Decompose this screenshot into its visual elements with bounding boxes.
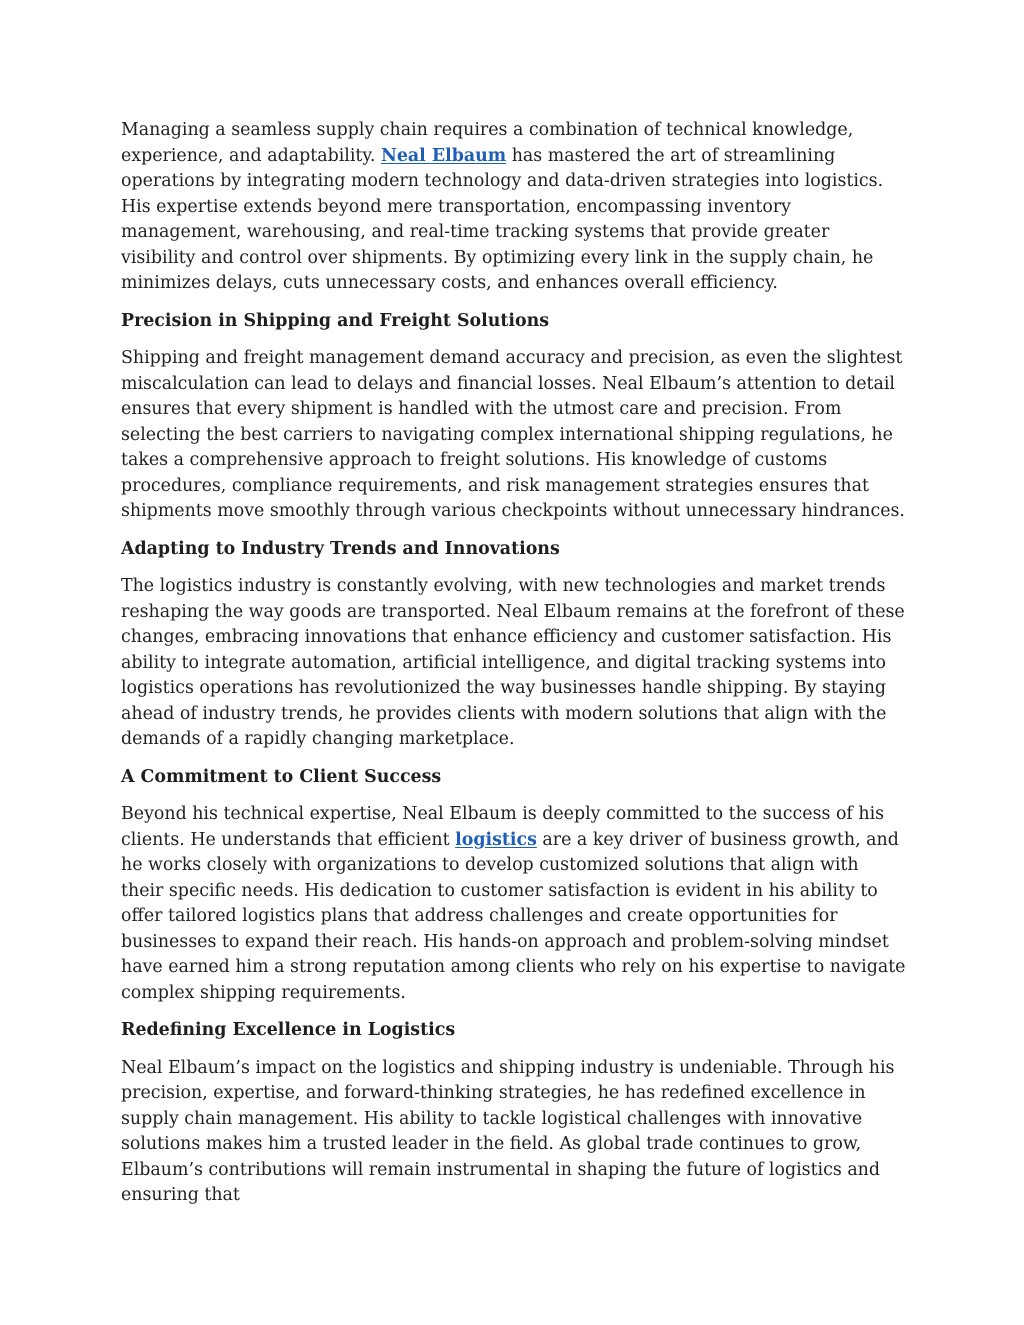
trends-section-paragraph: The logistics industry is constantly evolving, with new technologies and market trends reshaping the way goods are transported. Neal Elbaum remains at the forefront of these changes, embracing innovations that enhance efficiency and customer satisfaction. His ability to integrate automation, artificial intelligence, and digital tracking systems into logistics operations has revolutionized the way businesses handle shipping. By staying ahead of industry trends, he provides clients with modern solutions that align with the demands of a rapidly changing marketplace. (121, 576, 905, 749)
client-text-before-link: Beyond his technical expertise, Neal Elbaum is deeply committed to the success of his clients. He understands that efficient (121, 804, 885, 850)
neal-elbaum-link[interactable]: Neal Elbaum (380, 145, 507, 166)
intro-paragraph (121, 118, 906, 297)
client-section-paragraph (121, 802, 906, 1006)
trends-section-heading: Adapting to Industry Trends and Innovations (121, 538, 560, 559)
intro-text-before-link: Managing a seamless supply chain requires a combination of technical knowledge, experience, and adaptability. (121, 120, 854, 166)
document-page (121, 118, 906, 1221)
intro-text-after-link: has mastered the art of streamlining operations by integrating modern technology and data-driven strategies into logistics. His expertise extends beyond mere transportation, encompassing inventory management, warehousing, and real-time tracking systems that provide greater visibility and control over shipments. By optimizing every link in the supply chain, he minimizes delays, cuts unnecessary costs, and enhances overall efficiency. (121, 145, 884, 293)
shipping-section-paragraph: Shipping and freight management demand accuracy and precision, as even the slightest miscalculation can lead to delays and financial losses. Neal Elbaum’s attention to detail ensures that every shipment is handled with the utmost care and precision. From selecting the best carriers to navigating complex international shipping regulations, he takes a comprehensive approach to freight solutions. His knowledge of customs procedures, compliance requirements, and risk management strategies ensures that shipments move smoothly through various checkpoints without unnecessary hindrances. (121, 348, 905, 521)
logistics-link[interactable]: logistics (455, 829, 537, 850)
client-text-after-link: are a key driver of business growth, and he works closely with organizations to develop customized solutions that align with their specific needs. His dedication to customer satisfaction is evident in his ability to offer tailored logistics plans that address challenges and create opportunities for businesses to expand their reach. His hands-on approach and problem-solving mindset have earned him a strong reputation among clients who rely on his expertise to navigate complex shipping requirements. (121, 829, 906, 1003)
shipping-section-heading: Precision in Shipping and Freight Solutions (121, 310, 550, 331)
client-section-heading: A Commitment to Client Success (121, 766, 442, 787)
excellence-section-paragraph: Neal Elbaum’s impact on the logistics and shipping industry is undeniable. Through his precision, expertise, and forward-thinking strategies, he has redefined excellence in supply chain management. His ability to tackle logistical challenges with innovative solutions makes him a trusted leader in the field. As global trade continues to grow, Elbaum’s contributions will remain instrumental in shaping the future of logistics and ensuring that (121, 1057, 895, 1205)
excellence-section-heading: Redefining Excellence in Logistics (121, 1020, 456, 1040)
